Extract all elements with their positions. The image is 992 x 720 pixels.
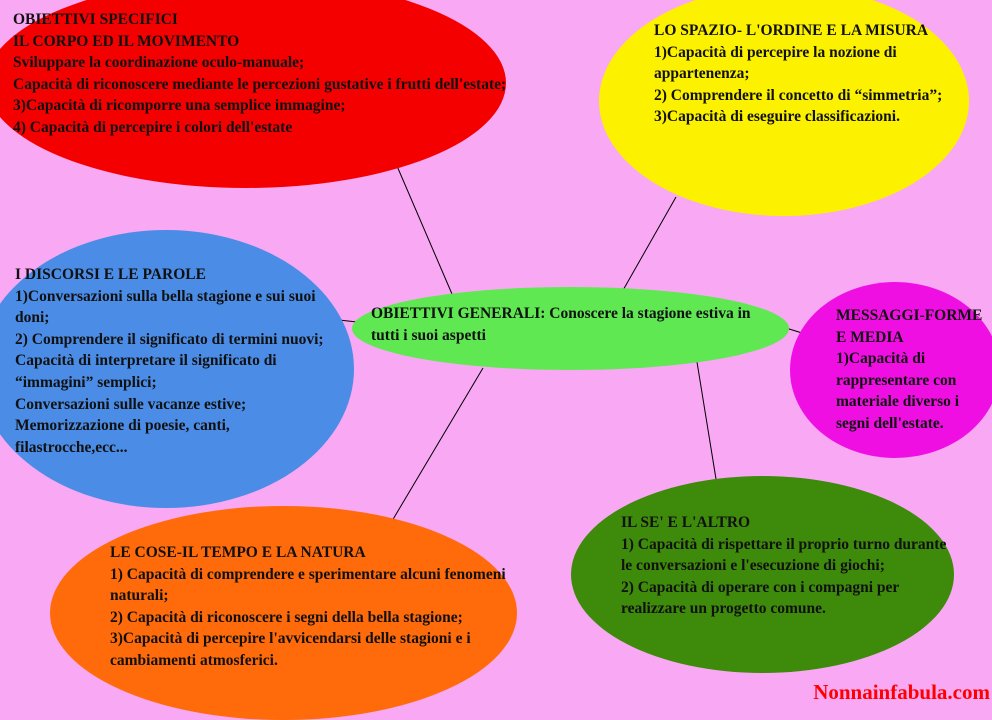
center-text: OBIETTIVI GENERALI: Conoscere la stagione estiva in tutti i suoi aspetti [371,305,751,344]
se-altro-text [621,512,951,620]
discorsi-line: 2) Comprendere il significato di termini nuovi; [15,330,324,348]
link-cose [392,368,483,521]
se-altro-line: 2) Capacità di operare con i compagni per realizzare un progetto comune. [621,578,899,618]
spazio-title: LO SPAZIO- L'ORDINE E LA MISURA [654,22,929,39]
spazio-line: 3)Capacità di eseguire classificazioni. [654,108,900,126]
corpo-line: Capacità di riconoscere mediante le percezioni gustative i frutti dell'estate; [13,75,507,93]
se-altro-line: 1) Capacità di rispettare il proprio turno durante le conversazioni e l'esecuzione di giochi; [621,535,947,575]
messaggi-text [836,305,986,435]
corpo-line: 4) Capacità di percepire i colori dell'estate [13,118,293,136]
discorsi-line: Capacità di interpretare il significato di “immagini” semplici; [15,352,277,391]
cose-line: 2) Capacità di riconoscere i segni della bella stagione; [110,608,463,626]
messaggi-title: MESSAGGI-FORME E MEDIA [836,307,983,346]
cose-line: 3)Capacità di percepire l'avvicendarsi delle stagioni e i cambiamenti atmosferici. [110,630,471,669]
corpo-title-2: IL CORPO ED IL MOVIMENTO [13,32,240,50]
discorsi-line: Conversazioni sulle vacanze estive; [15,395,247,413]
cose-title: LE COSE-IL TEMPO E LA NATURA [110,544,366,561]
messaggi-line: 1)Capacità di rappresentare con materiale diverso i segni dell'estate. [836,350,960,432]
link-corpo [397,166,452,294]
spazio-line: 1)Capacità di percepire la nozione di appartenenza; [654,43,897,83]
discorsi-line: Memorizzazione di poesie, canti, filastrocche,ecc... [15,417,230,456]
discorsi-title: I DISCORSI E LE PAROLE [15,266,206,283]
spazio-line: 2) Comprendere il concetto di “simmetria”; [654,86,943,104]
corpo-title-1: OBIETTIVI SPECIFICI [13,11,178,28]
se-altro-title: IL SE' E L'ALTRO [621,514,751,531]
cose-line: 1) Capacità di comprendere e sperimentare alcuni fenomeni naturali; [110,565,506,605]
corpo-text [13,9,508,139]
link-se-altro [697,362,716,479]
cose-text [110,542,510,672]
corpo-line: 3)Capacità di ricomporre una semplice immagine; [13,97,346,115]
discorsi-text [15,264,337,458]
discorsi-line: 1)Conversazioni sulla bella stagione e sui suoi doni; [15,287,316,327]
watermark-text: Nonnainfabula.com [813,680,990,704]
spazio-text [654,20,949,128]
link-spazio [622,197,676,292]
corpo-line: Sviluppare la coordinazione oculo-manuale; [13,54,305,72]
